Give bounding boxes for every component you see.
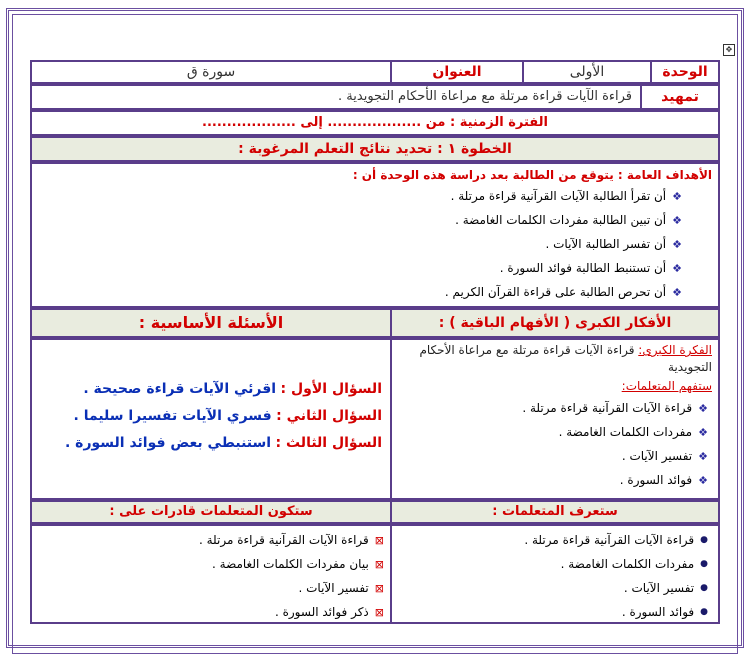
essential-questions-box (30, 338, 392, 500)
understand-label: ستفهم المتعلمات: (621, 379, 712, 393)
understanding-item: ❖ مفردات الكلمات الغامضة . (558, 425, 708, 439)
goal-item: ❖ أن تحرص الطالبة على قراءة القرآن الكريم . (444, 285, 682, 299)
title-label: العنوان (390, 60, 524, 84)
big-idea-label: الفكرة الكبرى: (638, 343, 712, 357)
bullet-dot-icon: ● (700, 535, 708, 545)
skill-item: ⊠ تفسير الآيات . (298, 581, 384, 595)
big-ideas-box (390, 338, 720, 500)
diamond-bullet-icon: ❖ (698, 425, 708, 439)
question-item: السؤال الثالث : استنبطي بعض فوائد السورة . (64, 435, 382, 451)
knowledge-item: ● قراءة الآيات القرآنية قراءة مرتلة . (524, 533, 708, 547)
skill-item: ⊠ ذكر فوائد السورة . (274, 605, 384, 619)
goal-item: ❖ أن تستنبط الطالبة فوائد السورة . (499, 261, 682, 275)
understanding-item: ❖ فوائد السورة . (619, 473, 708, 487)
table-move-handle-icon[interactable]: ✥ (723, 44, 735, 56)
time-period: الفترة الزمنية : من ................... إلى ................... (30, 110, 720, 136)
will-know-heading: ستعرف المتعلمات : (390, 500, 720, 524)
question-item: السؤال الأول : اقرئي الآيات قراءة صحيحة . (83, 381, 382, 397)
question-item: السؤال الثاني : فسري الآيات تفسيرا سليما . (73, 408, 382, 424)
goals-heading: الأهداف العامة : يتوقع من الطالبة بعد دراسة هذه الوحدة أن : (352, 168, 712, 182)
intro-text: قراءة الآيات قراءة مرتلة مع مراعاة الأحكام التجويدية . (30, 84, 642, 110)
step-one-heading: الخطوة ١ : تحديد نتائج التعلم المرغوبة : (30, 136, 720, 162)
bullet-dot-icon: ● (700, 607, 708, 617)
skill-item: ⊠ قراءة الآيات القرآنية قراءة مرتلة . (198, 533, 384, 547)
goal-item: ❖ أن تقرأ الطالبة الآيات القرآنية قراءة مرتلة . (450, 189, 682, 203)
big-idea-text: قراءة الآيات قراءة مرتلة مع مراعاة الأحكام التجويدية (419, 343, 712, 374)
goal-item: ❖ أن تبين الطالبة مفردات الكلمات الغامضة . (455, 213, 682, 227)
knowledge-item: ● تفسير الآيات . (623, 581, 708, 595)
will-know-box (390, 524, 720, 624)
knowledge-item: ● فوائد السورة . (621, 605, 708, 619)
checkbox-x-icon: ⊠ (374, 605, 384, 619)
general-goals-box (30, 162, 720, 308)
diamond-bullet-icon: ❖ (672, 237, 682, 251)
goal-item: ❖ أن تفسر الطالبة الآيات . (545, 237, 682, 251)
diamond-bullet-icon: ❖ (698, 449, 708, 463)
intro-label: تمهيد (640, 84, 720, 110)
understanding-item: ❖ قراءة الآيات القرآنية قراءة مرتلة . (522, 401, 708, 415)
diamond-bullet-icon: ❖ (698, 401, 708, 415)
knowledge-item: ● مفردات الكلمات الغامضة . (560, 557, 708, 571)
big-ideas-heading: الأفكار الكبرى ( الأفهام الباقية ) : (390, 308, 720, 338)
unit-label: الوحدة (650, 60, 720, 84)
diamond-bullet-icon: ❖ (672, 285, 682, 299)
will-be-able-heading: ستكون المتعلمات قادرات على : (30, 500, 392, 524)
diamond-bullet-icon: ❖ (672, 213, 682, 227)
unit-value: الأولى (522, 60, 652, 84)
diamond-bullet-icon: ❖ (698, 473, 708, 487)
understanding-item: ❖ تفسير الآيات . (621, 449, 708, 463)
checkbox-x-icon: ⊠ (374, 581, 384, 595)
bullet-dot-icon: ● (700, 583, 708, 593)
checkbox-x-icon: ⊠ (374, 533, 384, 547)
surah-name: سورة ق (30, 60, 392, 84)
will-be-able-box (30, 524, 392, 624)
diamond-bullet-icon: ❖ (672, 261, 682, 275)
bullet-dot-icon: ● (700, 559, 708, 569)
skill-item: ⊠ بيان مفردات الكلمات الغامضة . (212, 557, 384, 571)
diamond-bullet-icon: ❖ (672, 189, 682, 203)
checkbox-x-icon: ⊠ (374, 557, 384, 571)
essential-questions-heading: الأسئلة الأساسية : (30, 308, 392, 338)
